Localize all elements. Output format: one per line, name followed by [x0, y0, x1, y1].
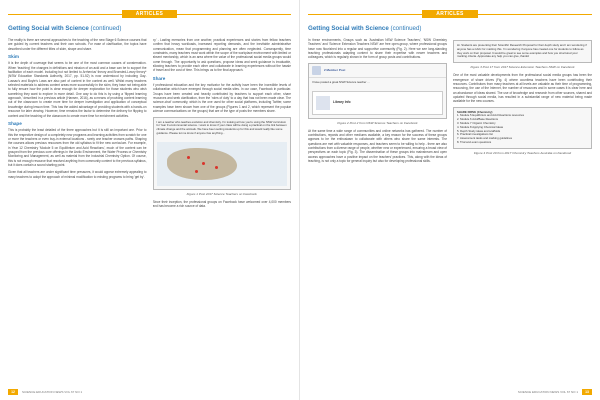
- section-label: ARTICLES: [122, 10, 177, 18]
- paragraph: by' - Lasting memories from one another, practical experiences and stories from fellow teachers confirm that heavy workloads, increased reporting demands, and the inevitable administrative communication, mean that programming and planning are often neglected. Consequently, time constraints, many teachers must work within the scope of the workplace environment with limited or absent mentorship, which is an area where the value of the professional social media groups would come through. The opportunity to ask questions, propose ideas and seek guidance is invaluable, allowing teachers to provide each other and collaborate in learning experiences without the hassle of travel and the cost of time. This brings us to the final approach.: [152, 38, 291, 73]
- list-item: 8. Trial and exam questions: [457, 139, 492, 144]
- map-image: [157, 142, 288, 186]
- section-header: [8, 7, 291, 21]
- right-column-2: [453, 38, 592, 383]
- link-thumbnail: [316, 96, 330, 110]
- paragraph: This is probably the least detailed of the three approaches but it is still an important one. Prior to this the respective design of a completely new programs and learning activities from scratch for one or more the teachers or even buy-in external locations - rarely one teacher crosses paths. Shaping the courses allows previous resources from the old syllabus to fit the new curriculum. For example, in Year 12 Chemistry 'Module 5 on Equilibrium and Acid Reactions', much of the content can be grouped from the previous core offerings in the Arctic Environment, the Water Process or Chemistry Monitoring and Management, as well as material from the Industrial Chemistry Option. Of course, this is not enough resource that resolved anything from community content to the previous syllabus, but it does contain a sound starting point.: [8, 128, 147, 167]
- section-heading-skim: Skim: [8, 54, 19, 60]
- page-number: 12: [8, 389, 18, 395]
- post-text: I have posted a great NSW Science teacher ...: [312, 79, 370, 84]
- header-rule: [8, 14, 122, 15]
- left-column-1: [8, 38, 147, 383]
- title-suffix: (continued): [88, 25, 122, 32]
- right-column-1: [308, 38, 447, 383]
- paragraph: The reality is there are several approaches to the teaching of the new Stage 6 Science courses that are guided by current teachers and their own schools. For ease of clarification, the topics have described under the different titles of skim, shape and share.: [8, 38, 147, 51]
- figure-4-content: [454, 108, 591, 148]
- map-marker: [187, 156, 190, 159]
- map-marker: [195, 170, 198, 173]
- paragraph: Since their inception, the professional groups on Facebook have welcomed over 4,000 members and has become a rich source of data.: [152, 199, 291, 209]
- poster-name: 2 Member Post: [324, 68, 346, 73]
- map-marker: [215, 166, 218, 169]
- figure-3-post-text: Hi. Students are presenting their Scientific Research Proposal for their depth study and I am wondering if anyone has a rubric for marking this. I'm wondering if anyone has created one for students to follow as they work on their proposal. It would be great to see some examples and how you structured your marking criteria. Appreciate any help you can give, thanks!: [457, 43, 587, 59]
- header-rule: [177, 14, 291, 15]
- title-main: Getting Social with Science: [308, 25, 389, 32]
- title-suffix: (continued): [388, 25, 422, 32]
- link-preview: [312, 91, 443, 115]
- figure-4-caption: Figure 4 Post 20 from 2017 Chemistry Teachers Australia on Facebook: [473, 150, 572, 155]
- avatar: [312, 66, 321, 75]
- footer-text: SCIENCE EDUCATION NEWS VOL 67 NO 1: [517, 390, 578, 394]
- figure-1-caption: Figure 1 Post 2017 Science Teachers on Facebook: [186, 191, 257, 196]
- section-heading-shape: Shape: [8, 120, 22, 126]
- section-header: [308, 7, 592, 21]
- paragraph: In these environments, Groups such as 'Australian NSW Science Teachers', 'NSW Chemistry Teachers' and 'Science Extension Teachers NSW' are free open-group, where professional groups have now flourished into a regular and supportive community (Fig. 2). Here we see long-standing teaching professionals adapting content to share their expertise with newer teachers and colleagues, which is regularly shown in the form of group posts and contributions.: [308, 38, 447, 60]
- page-number: 13: [582, 389, 592, 395]
- figure-1-post-text: I am a teacher who teaches evolution and chemistry. I'm looking at how you're using the NSW curriculum for Year 9 environmental science. I want to know if your class will be doing a practical on the link between climate change and the animals. We have been setting students up for this and would really like some guidance. Please let me know if anyone has anything...: [156, 119, 287, 135]
- figure-3-caption: Figure 3 Post 17 from 2017 Science Extension Teachers NSW on Facebook: [470, 65, 575, 70]
- header-rule: [308, 14, 422, 15]
- list-item: 2. Module 6 Acid/Base Reactions: [457, 117, 499, 122]
- left-column-2: [153, 38, 292, 383]
- footer: [8, 388, 291, 396]
- figure-1: [153, 117, 292, 190]
- paragraph: One of the most valuable developments from the professional social media groups has been the emergence of share drives (Fig. 4) where countless teachers have been contributing their resources. Contributors from many teachers at all levels are valuable as their time of programming, resourcing, the use of the Internet, the number of resources and in some cases it is clear here and an abundance of ideas shared. The use of knowledge and research from other sources, shared and updated through social media, has resulted in a substantial range of new material being made available for the new courses.: [453, 73, 592, 104]
- list-item: 1. Module 5 Equilibrium and Acid Reactions resources: [457, 113, 525, 118]
- section-heading-share: Share: [152, 75, 166, 81]
- paragraph: If professional education and the key motivator for the activity have been the incredible levels of collaboration which have emerged through social media sites. In our case, Facebook in particular. Groups have been created and heavily contributed by teachers to support each other, share resources and seek clarification, from the 'roles of duty' to a day that has not been made clear. The 'science-chat' community, which is the one used for other social platforms, including Twitter, some examples have been shown from one of the groups (Figures 1 and 2, which represent the popular science communications on the groups) that are of the type of posts the members share.: [152, 83, 291, 114]
- facebook-post-header: [309, 64, 446, 78]
- figure-2-caption: Figure 2 Post 2 from NSW Science Teachers on Facebook: [337, 120, 418, 125]
- list-item: 6. Practical investigations list: [457, 132, 493, 137]
- figure-2: [308, 63, 447, 119]
- figure-4: [453, 107, 592, 149]
- right-page: [300, 0, 600, 400]
- list-item: 5. Depth Study ideas and scaffolds: [457, 128, 501, 133]
- paragraph: Given that all teachers are under significant time pressures, it would appear extremely appealing to many teachers to adopt the approach of minimal modification to existing programs to bring 'get by'.: [8, 170, 147, 179]
- title-main: Getting Social with Science: [8, 25, 89, 32]
- footer: [308, 388, 592, 396]
- link-title: Library Info: [333, 100, 351, 105]
- page-title: [308, 25, 592, 32]
- list-item: 7. Assessment tasks and marking guidelines: [457, 136, 513, 141]
- header-rule: [478, 14, 592, 15]
- figure-3: [453, 40, 592, 63]
- page-title: [8, 25, 291, 32]
- section-label: ARTICLES: [422, 10, 477, 18]
- paragraph: At the same time a wide range of communities and online networks has gathered. The number of contributions, reposts and other mediums available, a key reason for the success of these groups appears to be the enthusiasm to collaborate with others who share the same interests. The questions are met with valuable responses, and teachers seem to be willing to help - there are also contributions from a diverse range of people, whether new or experienced, ensuring a broad view of perspectives on each topic (Fig. 3). The dissemination of these groups into mainstream and open access approaches have a positive impact on the teachers' practices. This, along with the ideas of teaching, is not only a topic for general inquiry but also for developing professional skills.: [308, 128, 447, 163]
- list-item: 3. Module 7 Organic Chemistry: [457, 120, 496, 125]
- figure-4-title: SHARE DRIVE (Chemistry): [457, 109, 493, 114]
- footer-text: SCIENCE EDUCATION NEWS VOL 67 NO 1: [22, 390, 83, 394]
- paragraph: It is the depth of coverage that seems to be one of the most common causes of consternation. When 'teaching' the changes in definitions and mission of an acid and a base can be to support the facilitation of each model. Including but not limited to Arrhenius' theory and Bronsted-Lowry theory* (NSW Education Standards Authority, 2017, pp. 51-52) is now understood by including Gay-Lussac's and Boyle's Laws are also part of content in the context as well. Whilst many teachers selected materials to address content areas more successfully in the skim, they have not being able to fully ensure how the point is clear enough for deeper exploration for those students who wish something they want to explore in more detail. One way to do this is by using a 'flipped learning approach,' described in a previous article (Hansen, 2016), as a means of providing content learning out of the classroom to create more time for deeper investigation and application of conceptual knowledge during lesson time. This has the added advantage of providing students with a hands-on resource for later viewing. However, time remains the factor to determine the delivery for flipping to content and the teaching of the classroom to create more time for enrichment activities.: [8, 61, 147, 118]
- map-marker: [202, 162, 205, 165]
- list-item: 4. Module 8 Applying Chemical Ideas: [457, 124, 504, 129]
